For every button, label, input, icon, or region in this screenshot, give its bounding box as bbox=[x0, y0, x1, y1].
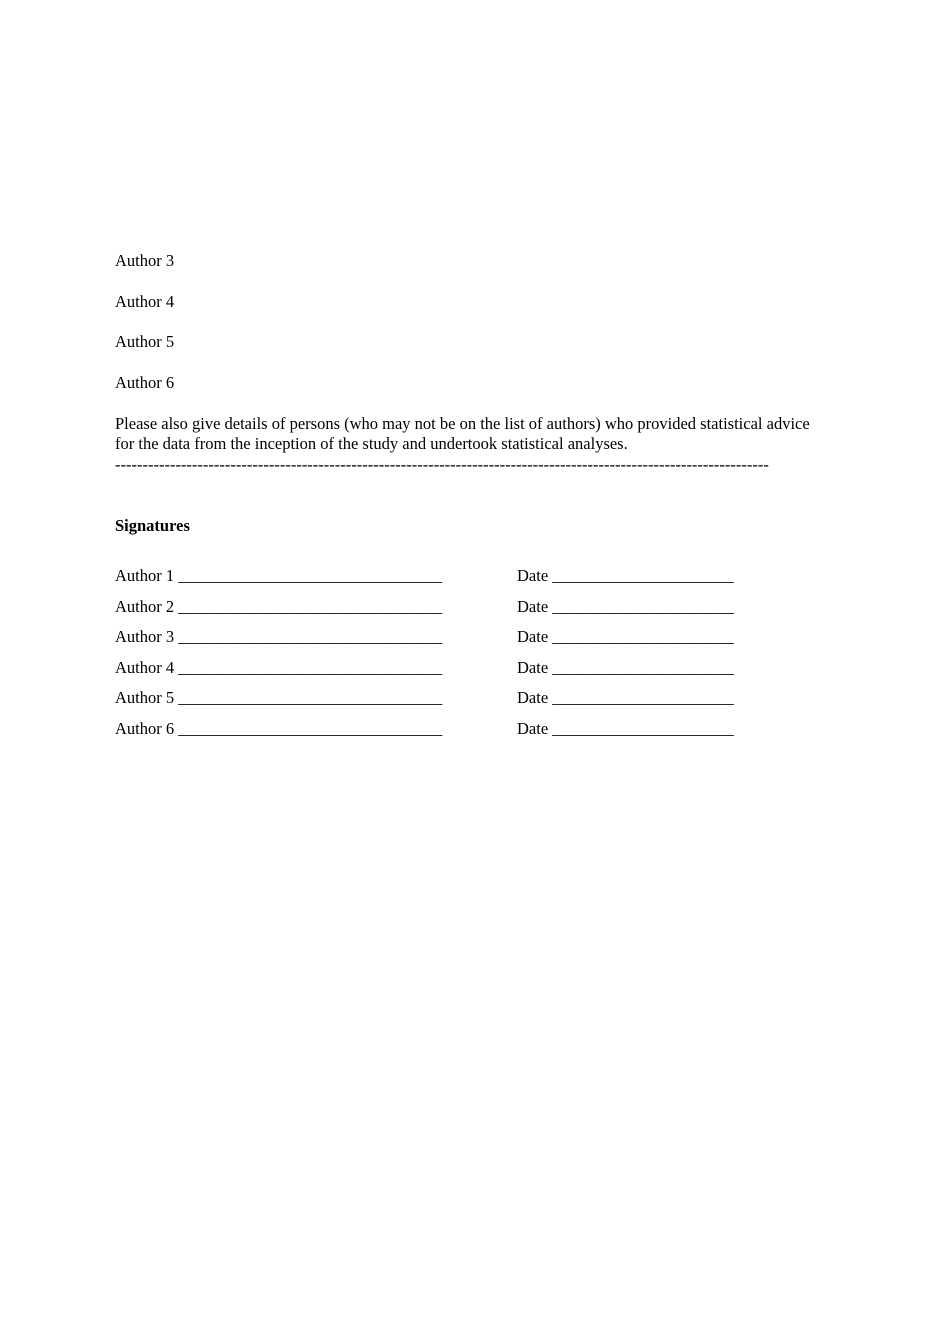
separator-line: ----------------------------------------------------------------------------------------------------------------------- bbox=[115, 455, 769, 474]
date-line: Date ______________________ bbox=[517, 688, 734, 707]
signature-row bbox=[115, 566, 830, 586]
author-list-item: Author 4 bbox=[115, 292, 175, 311]
author-list-item: Author 3 bbox=[115, 251, 175, 270]
date-line: Date ______________________ bbox=[517, 597, 734, 616]
statistical-advice-paragraph: Please also give details of persons (who may not be on the list of authors) who provided statistical advice for the data from the inception of the study and undertook statistical analyses. bbox=[115, 414, 810, 453]
author-signature-line: Author 1 ________________________________ bbox=[115, 566, 443, 585]
signature-row bbox=[115, 658, 830, 678]
date-line: Date ______________________ bbox=[517, 719, 734, 738]
author-signature-line: Author 5 ________________________________ bbox=[115, 688, 443, 707]
author-signature-line: Author 2 ________________________________ bbox=[115, 597, 443, 616]
signature-row bbox=[115, 688, 830, 708]
date-line: Date ______________________ bbox=[517, 627, 734, 646]
date-line: Date ______________________ bbox=[517, 658, 734, 677]
date-line: Date ______________________ bbox=[517, 566, 734, 585]
signature-row bbox=[115, 719, 830, 739]
author-signature-line: Author 3 ________________________________ bbox=[115, 627, 443, 646]
author-signature-line: Author 4 ________________________________ bbox=[115, 658, 443, 677]
signature-row bbox=[115, 627, 830, 647]
author-list-item: Author 6 bbox=[115, 373, 175, 392]
author-list-item: Author 5 bbox=[115, 332, 175, 351]
signature-row bbox=[115, 597, 830, 617]
signatures-heading: Signatures bbox=[115, 516, 190, 535]
author-signature-line: Author 6 ________________________________ bbox=[115, 719, 443, 738]
